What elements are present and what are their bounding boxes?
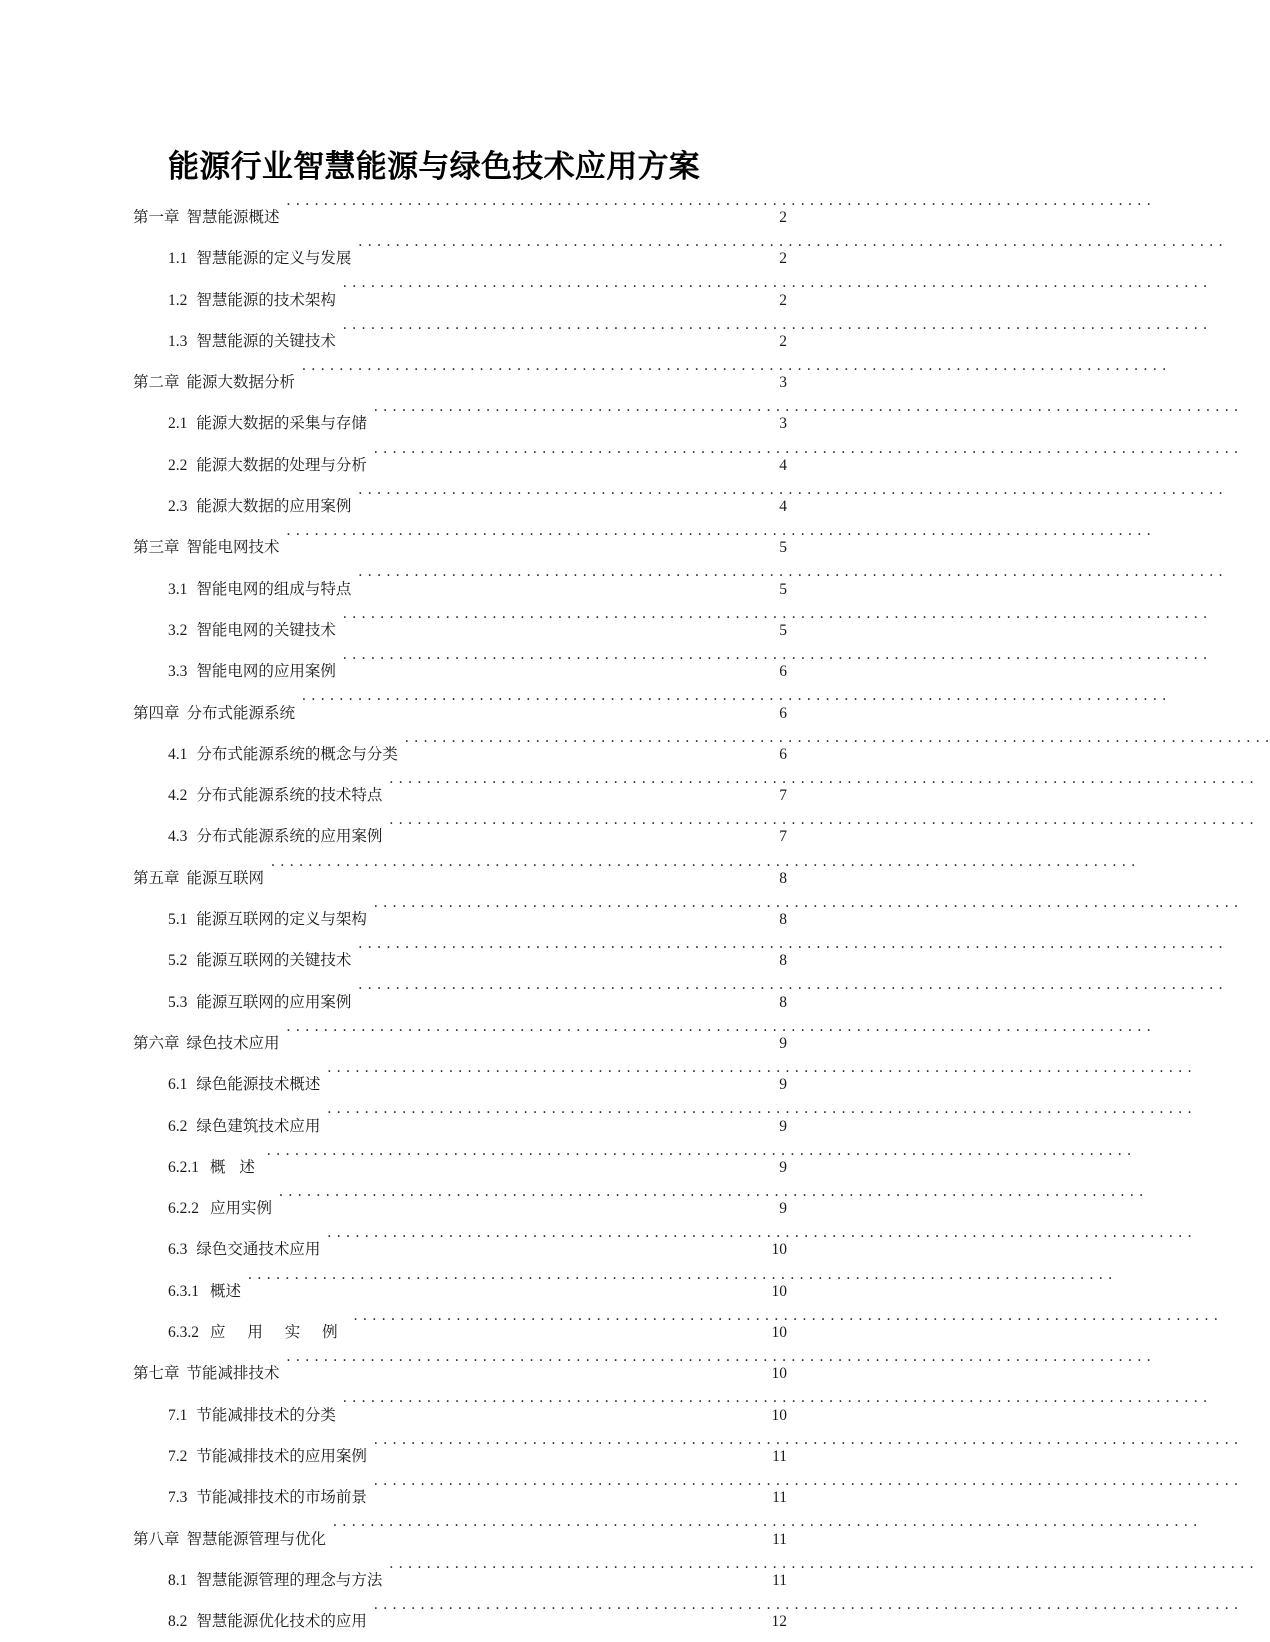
toc-entry-number: 3.3 bbox=[168, 663, 188, 681]
toc-entry-number: 第六章 bbox=[133, 1034, 180, 1052]
toc-entry-label: 能源大数据的处理与分析 bbox=[196, 456, 367, 474]
toc-entry-number: 6.2.2 bbox=[168, 1200, 199, 1218]
toc-dot-leader bbox=[374, 413, 782, 429]
toc-entry-number: 第三章 bbox=[133, 539, 180, 557]
toc-entry-page-number: 9 bbox=[779, 1034, 787, 1052]
toc-entry-label: 分布式能源系统的技术特点 bbox=[196, 787, 383, 805]
toc-entry-number: 4.3 bbox=[168, 828, 188, 846]
toc-entry-number: 4.1 bbox=[168, 745, 188, 763]
toc-dot-leader bbox=[374, 1611, 782, 1627]
toc-entry-label: 分布式能源系统的应用案例 bbox=[196, 828, 383, 846]
toc-dot-leader bbox=[343, 289, 782, 305]
toc-entry-page-number: 8 bbox=[779, 869, 787, 887]
toc-dot-leader bbox=[333, 1528, 782, 1544]
toc-entry-label: 智慧能源管理的理念与方法 bbox=[196, 1571, 383, 1589]
toc-entry-page-number: 8 bbox=[779, 911, 787, 929]
toc-dot-leader bbox=[343, 1404, 782, 1420]
toc-entry-number: 1.3 bbox=[168, 332, 188, 350]
toc-dot-leader bbox=[302, 372, 782, 388]
toc-entry-page-number: 4 bbox=[779, 498, 787, 516]
toc-entry-label: 节能减排技术的市场前景 bbox=[196, 1489, 367, 1507]
toc-entry-label: 能源大数据分析 bbox=[186, 374, 296, 392]
toc-dot-leader bbox=[343, 619, 782, 635]
toc-entry-page-number: 9 bbox=[779, 1200, 787, 1218]
toc-dot-leader bbox=[358, 950, 782, 966]
toc-entry-page-number: 6 bbox=[779, 745, 787, 763]
toc-entry-number: 1.1 bbox=[168, 250, 188, 268]
toc-dot-leader bbox=[389, 826, 782, 842]
table-of-contents bbox=[0, 197, 920, 1642]
toc-entry-number: 3.1 bbox=[168, 580, 188, 598]
toc-dot-leader bbox=[405, 743, 782, 759]
toc-dot-leader bbox=[287, 1363, 782, 1379]
toc-entry-label: 绿色交通技术应用 bbox=[196, 1241, 321, 1259]
toc-entry-number: 6.3.1 bbox=[168, 1282, 199, 1300]
toc-dot-leader bbox=[271, 867, 782, 883]
toc-entry-label: 智慧能源的技术架构 bbox=[196, 291, 336, 309]
toc-dot-leader bbox=[374, 1487, 782, 1503]
toc-entry-page-number: 8 bbox=[779, 952, 787, 970]
toc-entry-page-number: 7 bbox=[779, 828, 787, 846]
toc-entry-page-number: 5 bbox=[779, 580, 787, 598]
page-title: 能源行业智慧能源与绿色技术应用方案 bbox=[168, 148, 701, 184]
toc-entry-label: 智慧能源的定义与发展 bbox=[196, 250, 352, 268]
toc-entry-number: 8.1 bbox=[168, 1571, 188, 1589]
toc-entry-label: 智慧能源概述 bbox=[186, 209, 280, 226]
toc-dot-leader bbox=[287, 537, 782, 553]
toc-entry-label: 能源大数据的应用案例 bbox=[196, 498, 352, 516]
toc-entry-label: 能源互联网 bbox=[186, 869, 265, 887]
toc-entry-page-number: 3 bbox=[779, 374, 787, 392]
toc-entry-label: 绿色能源技术概述 bbox=[196, 1076, 321, 1094]
toc-entry-number: 6.2.1 bbox=[168, 1158, 199, 1176]
toc-dot-leader bbox=[279, 1198, 782, 1214]
toc-entry-label: 智慧能源的关键技术 bbox=[196, 332, 336, 350]
toc-dot-leader bbox=[267, 1156, 782, 1172]
toc-entry-number: 2.2 bbox=[168, 456, 188, 474]
toc-entry-number: 6.1 bbox=[168, 1076, 188, 1094]
toc-dot-leader bbox=[374, 454, 782, 470]
toc-entry-page-number: 2 bbox=[779, 291, 787, 309]
toc-entry[interactable] bbox=[0, 1601, 920, 1642]
toc-entry-label: 智能电网的组成与特点 bbox=[196, 580, 352, 598]
toc-entry-page-number: 8 bbox=[779, 993, 787, 1011]
toc-entry-page-number: 11 bbox=[772, 1447, 787, 1465]
toc-entry-page-number: 11 bbox=[772, 1489, 787, 1507]
toc-dot-leader bbox=[302, 702, 782, 718]
toc-entry-label: 节能减排技术的应用案例 bbox=[196, 1447, 367, 1465]
toc-entry-label: 节能减排技术 bbox=[186, 1365, 280, 1383]
toc-entry-label: 智慧能源优化技术的应用 bbox=[196, 1613, 367, 1631]
toc-entry-number: 第五章 bbox=[133, 869, 180, 887]
toc-entry-page-number: 11 bbox=[772, 1530, 787, 1548]
toc-dot-leader bbox=[327, 1115, 782, 1131]
toc-entry-page-number: 6 bbox=[779, 663, 787, 681]
toc-entry-label: 分布式能源系统的概念与分类 bbox=[196, 745, 398, 763]
toc-entry-page-number: 12 bbox=[771, 1613, 787, 1631]
toc-dot-leader bbox=[389, 1569, 782, 1585]
toc-entry-page-number: 2 bbox=[779, 209, 787, 226]
toc-entry-page-number: 4 bbox=[779, 456, 787, 474]
toc-dot-leader bbox=[327, 1074, 782, 1090]
toc-entry-page-number: 9 bbox=[779, 1117, 787, 1135]
toc-entry-page-number: 2 bbox=[779, 332, 787, 350]
toc-entry-label: 能源互联网的应用案例 bbox=[196, 993, 352, 1011]
toc-entry-label: 智慧能源管理与优化 bbox=[186, 1530, 327, 1548]
toc-entry-page-number: 5 bbox=[779, 621, 787, 639]
toc-entry-label: 能源互联网的定义与架构 bbox=[196, 911, 367, 929]
toc-entry-label: 概 述 bbox=[210, 1158, 260, 1176]
toc-dot-leader bbox=[327, 1239, 782, 1255]
toc-entry-page-number: 10 bbox=[771, 1406, 787, 1424]
toc-entry-label: 能源互联网的关键技术 bbox=[196, 952, 352, 970]
toc-entry-number: 第七章 bbox=[133, 1365, 180, 1383]
toc-entry-number: 7.3 bbox=[168, 1489, 188, 1507]
toc-entry-number: 第二章 bbox=[133, 374, 180, 392]
toc-entry-label: 绿色技术应用 bbox=[186, 1034, 280, 1052]
toc-dot-leader bbox=[389, 785, 782, 801]
toc-entry-number: 4.2 bbox=[168, 787, 188, 805]
toc-entry-page-number: 11 bbox=[772, 1571, 787, 1589]
toc-entry-number: 6.3.2 bbox=[168, 1324, 199, 1342]
toc-dot-leader bbox=[358, 496, 782, 512]
toc-entry-number: 5.3 bbox=[168, 993, 188, 1011]
toc-entry-page-number: 9 bbox=[779, 1076, 787, 1094]
toc-entry-page-number: 10 bbox=[771, 1282, 787, 1300]
toc-entry-number: 1.2 bbox=[168, 291, 188, 309]
toc-dot-leader bbox=[374, 1445, 782, 1461]
toc-entry-page-number: 7 bbox=[779, 787, 787, 805]
toc-entry-number: 7.1 bbox=[168, 1406, 188, 1424]
toc-dot-leader bbox=[248, 1280, 782, 1296]
toc-entry-number: 2.3 bbox=[168, 498, 188, 516]
toc-entry-label: 智能电网技术 bbox=[186, 539, 280, 557]
toc-dot-leader bbox=[287, 1032, 782, 1048]
toc-entry-page-number: 9 bbox=[779, 1158, 787, 1176]
toc-entry-number: 8.2 bbox=[168, 1613, 188, 1631]
toc-dot-leader bbox=[354, 1322, 782, 1338]
toc-entry-page-number: 3 bbox=[779, 415, 787, 433]
toc-entry-label: 应用实例 bbox=[210, 1200, 273, 1218]
toc-dot-leader bbox=[374, 909, 782, 925]
toc-dot-leader bbox=[358, 578, 782, 594]
toc-entry-page-number: 5 bbox=[779, 539, 787, 557]
toc-entry-label: 智能电网的关键技术 bbox=[196, 621, 336, 639]
toc-entry-label: 分布式能源系统 bbox=[186, 704, 296, 722]
toc-dot-leader bbox=[287, 207, 782, 223]
toc-entry-number: 5.1 bbox=[168, 911, 188, 929]
toc-entry-label: 能源大数据的采集与存储 bbox=[196, 415, 367, 433]
toc-entry-page-number: 10 bbox=[771, 1365, 787, 1383]
toc-entry-number: 6.3 bbox=[168, 1241, 188, 1259]
toc-entry-label: 节能减排技术的分类 bbox=[196, 1406, 336, 1424]
toc-entry-label: 概述 bbox=[210, 1282, 242, 1300]
toc-entry-page-number: 10 bbox=[771, 1241, 787, 1259]
toc-entry-label: 应 用 实 例 bbox=[210, 1324, 347, 1342]
toc-entry-page-number: 10 bbox=[771, 1324, 787, 1342]
toc-dot-leader bbox=[358, 248, 782, 264]
toc-dot-leader bbox=[343, 330, 782, 346]
toc-entry-label: 绿色建筑技术应用 bbox=[196, 1117, 321, 1135]
toc-entry-number: 第八章 bbox=[133, 1530, 180, 1548]
toc-dot-leader bbox=[358, 991, 782, 1007]
toc-entry-number: 6.2 bbox=[168, 1117, 188, 1135]
toc-entry-page-number: 6 bbox=[779, 704, 787, 722]
toc-entry-number: 第一章 bbox=[133, 209, 180, 226]
toc-entry-page-number: 2 bbox=[779, 250, 787, 268]
toc-dot-leader bbox=[343, 661, 782, 677]
toc-entry-number: 3.2 bbox=[168, 621, 188, 639]
toc-entry-label: 智能电网的应用案例 bbox=[196, 663, 336, 681]
toc-entry-number: 2.1 bbox=[168, 415, 188, 433]
toc-entry-number: 7.2 bbox=[168, 1447, 188, 1465]
toc-entry-number: 第四章 bbox=[133, 704, 180, 722]
toc-entry-number: 5.2 bbox=[168, 952, 188, 970]
